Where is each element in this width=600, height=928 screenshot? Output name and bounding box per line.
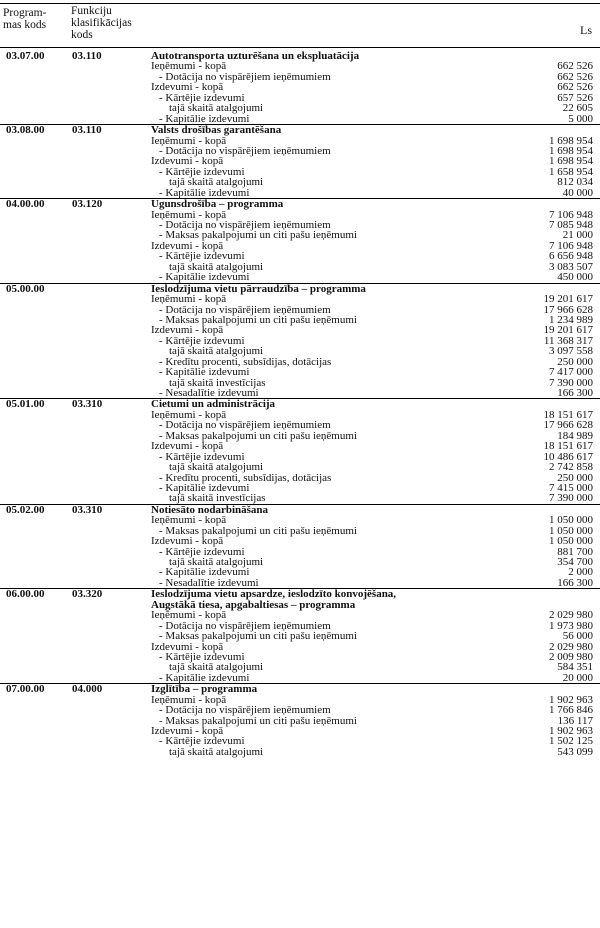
row-amount: 18 151 617 xyxy=(543,408,593,421)
row-label: - Kapitālie izdevumi xyxy=(159,112,250,125)
function-code: 03.120 xyxy=(72,198,103,211)
row-label: tajā skaitā investīcijas xyxy=(169,376,266,389)
table-row xyxy=(0,631,600,641)
header-program-code-line2: mas kods xyxy=(3,19,47,31)
top-rule xyxy=(0,3,600,4)
row-label: Ieslodzījuma vietu pārraudzība – programma xyxy=(151,282,366,295)
table-row xyxy=(0,452,600,462)
row-amount: 3 083 507 xyxy=(549,260,593,273)
table-row xyxy=(0,526,600,536)
row-label: Izglītība – programma xyxy=(151,683,258,696)
program-title-row xyxy=(0,283,600,294)
function-code: 03.310 xyxy=(72,503,103,516)
function-code: 04.000 xyxy=(72,683,103,696)
row-amount: 11 368 317 xyxy=(543,334,593,347)
row-amount: 2 742 858 xyxy=(549,461,593,474)
row-label: Izdevumi - kopā xyxy=(151,155,224,168)
table-row xyxy=(0,357,600,367)
program-title-row xyxy=(0,124,600,135)
row-label: Valsts drošības garantēšana xyxy=(151,124,282,137)
table-row xyxy=(0,177,600,187)
row-amount: 17 966 628 xyxy=(543,419,593,432)
row-amount: 1 050 000 xyxy=(549,524,593,537)
row-label: Augstākā tiesa, apgabaltiesas – programma xyxy=(151,598,356,611)
row-amount: 20 000 xyxy=(562,671,593,684)
row-label: Izdevumi - kopā xyxy=(151,239,224,252)
row-label: Ieņēmumi - kopā xyxy=(151,134,227,147)
row-label: Ieslodzījuma vietu apsardze, ieslodzīto konvojēšana, xyxy=(151,588,397,601)
row-label: tajā skaitā atalgojumi xyxy=(169,661,264,674)
row-label: Izdevumi - kopā xyxy=(151,324,224,337)
table-row xyxy=(0,378,600,388)
table-row xyxy=(0,156,600,166)
row-amount: 18 151 617 xyxy=(543,440,593,453)
row-label: - Dotācija no vispārējiem ieņēmumiem xyxy=(159,70,331,83)
table-row xyxy=(0,578,600,588)
table-row xyxy=(0,642,600,652)
row-amount: 657 526 xyxy=(557,91,593,104)
program-code: 07.00.00 xyxy=(6,683,45,696)
row-label: - Kārtējie izdevumi xyxy=(159,250,245,263)
row-label: tajā skaitā atalgojumi xyxy=(169,345,264,358)
row-label: - Dotācija no vispārējiem ieņēmumiem xyxy=(159,419,331,432)
header-function-code xyxy=(71,5,132,41)
row-amount: 7 415 000 xyxy=(549,481,593,494)
row-amount: 1 502 125 xyxy=(549,735,593,748)
table-row xyxy=(0,251,600,261)
header-program-code-line1: Program- xyxy=(3,7,47,19)
table-row xyxy=(0,72,600,82)
row-label: Ieņēmumi - kopā xyxy=(151,293,227,306)
table-row xyxy=(0,673,600,683)
table-row xyxy=(0,114,600,124)
row-amount: 1 698 954 xyxy=(549,155,593,168)
header-program-code xyxy=(3,7,46,31)
row-amount: 1 050 000 xyxy=(549,514,593,527)
row-amount: 1 698 954 xyxy=(549,144,593,157)
table-row xyxy=(0,93,600,103)
program-title-row xyxy=(0,398,600,409)
row-amount: 1 658 954 xyxy=(549,165,593,178)
row-amount: 250 000 xyxy=(557,471,593,484)
table-row xyxy=(0,167,600,177)
header-function-code-line3: kods xyxy=(71,29,93,41)
row-label: Cietumi un administrācija xyxy=(151,398,276,411)
row-label: Izdevumi - kopā xyxy=(151,81,224,94)
row-label: - Kapitālie izdevumi xyxy=(159,566,250,579)
table-row xyxy=(0,325,600,335)
function-code: 03.310 xyxy=(72,398,103,411)
row-amount: 3 097 558 xyxy=(549,345,593,358)
program-code: 05.02.00 xyxy=(6,503,45,516)
row-label: Ieņēmumi - kopā xyxy=(151,609,227,622)
row-label: - Kārtējie izdevumi xyxy=(159,545,245,558)
row-amount: 584 351 xyxy=(557,661,593,674)
row-amount: 19 201 617 xyxy=(543,324,593,337)
row-label: Ieņēmumi - kopā xyxy=(151,60,227,73)
row-amount: 10 486 617 xyxy=(543,450,593,463)
row-amount: 7 390 000 xyxy=(549,492,593,505)
table-row xyxy=(0,557,600,567)
row-label: - Kārtējie izdevumi xyxy=(159,165,245,178)
table-row xyxy=(0,230,600,240)
row-amount: 2 029 980 xyxy=(549,609,593,622)
row-label: Izdevumi - kopā xyxy=(151,440,224,453)
row-label: - Dotācija no vispārējiem ieņēmumiem xyxy=(159,303,331,316)
row-label: tajā skaitā atalgojumi xyxy=(169,745,264,758)
table-row xyxy=(0,82,600,92)
row-label: Autotransporta uzturēšana un ekspluatācija xyxy=(151,50,360,62)
row-label: tajā skaitā atalgojumi xyxy=(169,102,264,115)
table-row xyxy=(0,536,600,546)
row-label: - Maksas pakalpojumi un citi pašu ieņēmumi xyxy=(159,229,357,242)
row-label: - Kārtējie izdevumi xyxy=(159,735,245,748)
row-amount: 166 300 xyxy=(557,576,593,589)
row-label: - Kapitālie izdevumi xyxy=(159,186,250,199)
row-amount: 6 656 948 xyxy=(549,250,593,263)
row-label: tajā skaitā atalgojumi xyxy=(169,176,264,189)
row-amount: 1 973 980 xyxy=(549,619,593,632)
table-row xyxy=(0,241,600,251)
program-title-row xyxy=(0,504,600,515)
program-code: 03.07.00 xyxy=(6,50,45,62)
header-function-code-line1: Funkciju xyxy=(71,5,112,17)
function-code: 03.110 xyxy=(72,50,102,62)
row-label: tajā skaitā investīcijas xyxy=(169,492,266,505)
function-code: 03.110 xyxy=(72,124,102,137)
table-row xyxy=(0,367,600,377)
table-row xyxy=(0,441,600,451)
row-amount: 662 526 xyxy=(557,81,593,94)
row-amount: 1 902 963 xyxy=(549,725,593,737)
table-row xyxy=(0,188,600,198)
program-code: 03.08.00 xyxy=(6,124,45,137)
row-amount: 250 000 xyxy=(557,355,593,368)
table-row xyxy=(0,146,600,156)
row-label: Ieņēmumi - kopā xyxy=(151,208,227,221)
row-label: - Maksas pakalpojumi un citi pašu ieņēmumi xyxy=(159,429,357,442)
table-row xyxy=(0,272,600,282)
row-label: - Kārtējie izdevumi xyxy=(159,334,245,347)
row-label: - Kapitālie izdevumi xyxy=(159,481,250,494)
header-bottom-rule xyxy=(0,47,600,48)
row-amount: 543 099 xyxy=(557,745,593,758)
row-amount: 2 009 980 xyxy=(549,650,593,663)
table-row xyxy=(0,294,600,304)
row-label: Ugunsdrošība – programma xyxy=(151,198,284,211)
row-label: Ieņēmumi - kopā xyxy=(151,693,227,706)
row-label: - Maksas pakalpojumi un citi pašu ieņēmumi xyxy=(159,313,357,326)
table-row xyxy=(0,462,600,472)
row-amount: 2 029 980 xyxy=(549,640,593,653)
row-label: - Kārtējie izdevumi xyxy=(159,91,245,104)
table-row xyxy=(0,662,600,672)
row-amount: 2 000 xyxy=(568,566,593,579)
row-amount: 1 902 963 xyxy=(549,693,593,706)
row-label: tajā skaitā atalgojumi xyxy=(169,461,264,474)
program-title-row xyxy=(0,600,600,610)
row-label: Ieņēmumi - kopā xyxy=(151,408,227,421)
table-row xyxy=(0,652,600,662)
row-amount: 56 000 xyxy=(562,630,593,643)
row-label: Notiesāto nodarbināšana xyxy=(151,503,269,516)
row-label: - Kapitālie izdevumi xyxy=(159,271,250,284)
row-amount: 812 034 xyxy=(557,176,593,189)
program-code: 05.01.00 xyxy=(6,398,45,411)
row-label: - Maksas pakalpojumi un citi pašu ieņēmumi xyxy=(159,524,357,537)
row-amount: 7 106 948 xyxy=(549,208,593,221)
row-amount: 1 050 000 xyxy=(549,535,593,548)
row-amount: 22 605 xyxy=(562,102,593,115)
row-amount: 881 700 xyxy=(557,545,593,558)
function-code: 03.320 xyxy=(72,588,103,601)
row-amount: 166 300 xyxy=(557,387,593,399)
row-amount: 354 700 xyxy=(557,556,593,568)
row-label: Ieņēmumi - kopā xyxy=(151,514,227,527)
row-label: - Maksas pakalpojumi un citi pašu ieņēmumi xyxy=(159,630,357,643)
table-row xyxy=(0,315,600,325)
row-amount: 40 000 xyxy=(562,186,593,199)
table-row xyxy=(0,431,600,441)
row-amount: 5 000 xyxy=(568,112,593,125)
table-row xyxy=(0,473,600,483)
program-code: 05.00.00 xyxy=(6,282,45,295)
table-row xyxy=(0,336,600,346)
row-label: - Kārtējie izdevumi xyxy=(159,450,245,463)
row-label: Izdevumi - kopā xyxy=(151,640,224,653)
row-amount: 7 106 948 xyxy=(549,239,593,252)
table-row xyxy=(0,388,600,398)
table-row xyxy=(0,262,600,272)
program-title-row xyxy=(0,198,600,209)
row-amount: 450 000 xyxy=(557,271,593,284)
table-row xyxy=(0,726,600,736)
program-title-row xyxy=(0,683,600,694)
row-label: - Kārtējie izdevumi xyxy=(159,650,245,663)
row-amount: 184 989 xyxy=(557,429,593,442)
row-label: - Nesadalītie izdevumi xyxy=(159,576,259,589)
program-title-row xyxy=(0,51,600,61)
row-amount: 1 234 989 xyxy=(549,313,593,326)
row-amount: 7 085 948 xyxy=(549,219,593,231)
row-label: tajā skaitā atalgojumi xyxy=(169,556,264,568)
row-amount: 17 966 628 xyxy=(543,303,593,316)
row-label: - Dotācija no vispārējiem ieņēmumiem xyxy=(159,619,331,632)
row-label: - Maksas pakalpojumi un citi pašu ieņēmumi xyxy=(159,714,357,727)
table-row xyxy=(0,716,600,726)
table-row xyxy=(0,483,600,493)
row-amount: 1 766 846 xyxy=(549,704,593,717)
row-amount: 662 526 xyxy=(557,60,593,73)
row-label: Izdevumi - kopā xyxy=(151,535,224,548)
row-label: - Dotācija no vispārējiem ieņēmumiem xyxy=(159,704,331,717)
table-row xyxy=(0,567,600,577)
row-label: Izdevumi - kopā xyxy=(151,725,224,737)
row-amount: 136 117 xyxy=(557,714,593,727)
table-row xyxy=(0,103,600,113)
row-amount: 7 390 000 xyxy=(549,376,593,389)
row-amount: 662 526 xyxy=(557,70,593,83)
program-code: 06.00.00 xyxy=(6,588,45,601)
row-label: - Dotācija no vispārējiem ieņēmumiem xyxy=(159,219,331,231)
row-amount: 7 417 000 xyxy=(549,366,593,379)
table-row xyxy=(0,747,600,757)
row-label: - Kapitālie izdevumi xyxy=(159,671,250,684)
row-label: - Kredītu procenti, subsīdijas, dotācijas xyxy=(159,471,332,484)
row-label: tajā skaitā atalgojumi xyxy=(169,260,264,273)
row-label: - Kredītu procenti, subsīdijas, dotācijas xyxy=(159,355,332,368)
budget-table xyxy=(0,51,600,757)
table-row xyxy=(0,736,600,746)
table-row xyxy=(0,547,600,557)
row-label: - Nesadalītie izdevumi xyxy=(159,387,259,399)
row-amount: 1 698 954 xyxy=(549,134,593,147)
row-amount: 19 201 617 xyxy=(543,293,593,306)
row-label: - Kapitālie izdevumi xyxy=(159,366,250,379)
row-amount: 21 000 xyxy=(562,229,593,242)
table-row xyxy=(0,493,600,503)
table-row xyxy=(0,705,600,715)
row-label: - Dotācija no vispārējiem ieņēmumiem xyxy=(159,144,331,157)
header-function-code-line2: klasifikācijas xyxy=(71,17,132,29)
header-currency: Ls xyxy=(580,23,592,37)
program-code: 04.00.00 xyxy=(6,198,45,211)
